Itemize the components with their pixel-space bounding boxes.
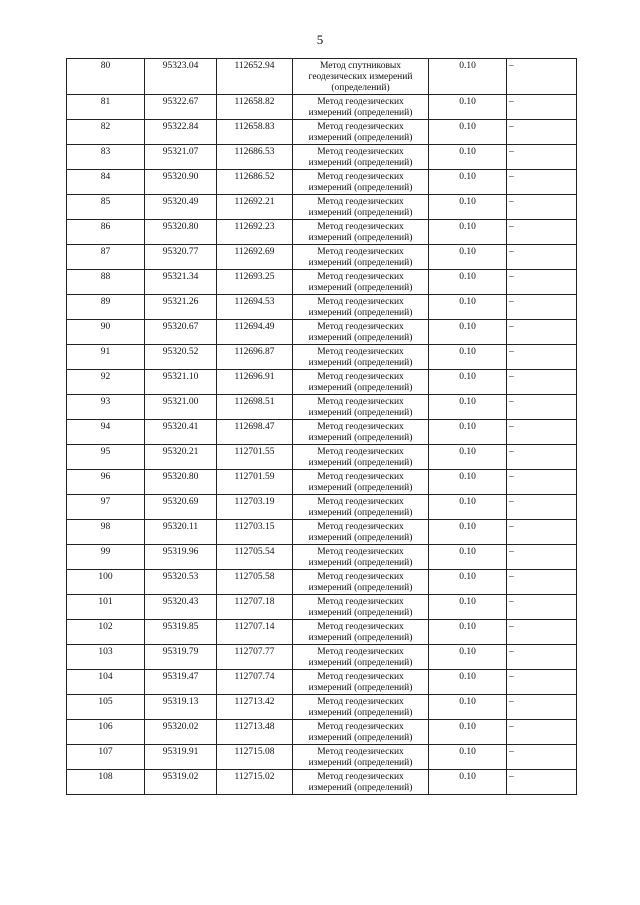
x-coordinate-cell: 95319.91	[145, 745, 217, 770]
accuracy-cell: 0.10	[429, 745, 507, 770]
method-cell: Метод геодезических измерений (определений)	[293, 295, 429, 320]
x-coordinate-cell: 95321.07	[145, 145, 217, 170]
point-number-cell: 82	[67, 120, 145, 145]
accuracy-cell: 0.10	[429, 120, 507, 145]
table-row	[67, 570, 577, 595]
x-coordinate-cell: 95321.00	[145, 395, 217, 420]
point-number-cell: 98	[67, 520, 145, 545]
point-number-cell: 108	[67, 770, 145, 795]
method-cell: Метод геодезических измерений (определений)	[293, 270, 429, 295]
method-cell: Метод геодезических измерений (определений)	[293, 570, 429, 595]
description-cell: –	[507, 195, 577, 220]
x-coordinate-cell: 95321.10	[145, 370, 217, 395]
table-row	[67, 745, 577, 770]
x-coordinate-cell: 95320.53	[145, 570, 217, 595]
method-cell: Метод спутниковых геодезических измерений (определений)	[293, 59, 429, 95]
table-row	[67, 720, 577, 745]
accuracy-cell: 0.10	[429, 145, 507, 170]
y-coordinate-cell: 112658.82	[217, 95, 293, 120]
point-number-cell: 83	[67, 145, 145, 170]
accuracy-cell: 0.10	[429, 345, 507, 370]
method-cell: Метод геодезических измерений (определений)	[293, 770, 429, 795]
y-coordinate-cell: 112705.58	[217, 570, 293, 595]
y-coordinate-cell: 112707.18	[217, 595, 293, 620]
x-coordinate-cell: 95320.43	[145, 595, 217, 620]
point-number-cell: 91	[67, 345, 145, 370]
description-cell: –	[507, 545, 577, 570]
y-coordinate-cell: 112696.87	[217, 345, 293, 370]
accuracy-cell: 0.10	[429, 195, 507, 220]
x-coordinate-cell: 95320.52	[145, 345, 217, 370]
accuracy-cell: 0.10	[429, 620, 507, 645]
x-coordinate-cell: 95320.49	[145, 195, 217, 220]
point-number-cell: 99	[67, 545, 145, 570]
x-coordinate-cell: 95323.04	[145, 59, 217, 95]
table-row	[67, 220, 577, 245]
description-cell: –	[507, 445, 577, 470]
method-cell: Метод геодезических измерений (определений)	[293, 95, 429, 120]
table-row	[67, 145, 577, 170]
table-row	[67, 320, 577, 345]
method-cell: Метод геодезических измерений (определений)	[293, 495, 429, 520]
accuracy-cell: 0.10	[429, 570, 507, 595]
x-coordinate-cell: 95320.77	[145, 245, 217, 270]
description-cell: –	[507, 120, 577, 145]
table-row	[67, 545, 577, 570]
method-cell: Метод геодезических измерений (определений)	[293, 545, 429, 570]
accuracy-cell: 0.10	[429, 670, 507, 695]
accuracy-cell: 0.10	[429, 395, 507, 420]
point-number-cell: 85	[67, 195, 145, 220]
method-cell: Метод геодезических измерений (определений)	[293, 670, 429, 695]
point-number-cell: 106	[67, 720, 145, 745]
y-coordinate-cell: 112652.94	[217, 59, 293, 95]
x-coordinate-cell: 95321.26	[145, 295, 217, 320]
table-row	[67, 395, 577, 420]
coordinates-table	[66, 58, 577, 795]
table-row	[67, 195, 577, 220]
y-coordinate-cell: 112692.69	[217, 245, 293, 270]
y-coordinate-cell: 112701.59	[217, 470, 293, 495]
table-row	[67, 495, 577, 520]
method-cell: Метод геодезических измерений (определений)	[293, 720, 429, 745]
description-cell: –	[507, 270, 577, 295]
description-cell: –	[507, 645, 577, 670]
y-coordinate-cell: 112715.02	[217, 770, 293, 795]
x-coordinate-cell: 95320.90	[145, 170, 217, 195]
method-cell: Метод геодезических измерений (определений)	[293, 195, 429, 220]
accuracy-cell: 0.10	[429, 270, 507, 295]
y-coordinate-cell: 112713.48	[217, 720, 293, 745]
description-cell: –	[507, 670, 577, 695]
description-cell: –	[507, 345, 577, 370]
accuracy-cell: 0.10	[429, 245, 507, 270]
method-cell: Метод геодезических измерений (определений)	[293, 395, 429, 420]
description-cell: –	[507, 570, 577, 595]
x-coordinate-cell: 95319.79	[145, 645, 217, 670]
method-cell: Метод геодезических измерений (определений)	[293, 745, 429, 770]
accuracy-cell: 0.10	[429, 320, 507, 345]
y-coordinate-cell: 112703.19	[217, 495, 293, 520]
coordinates-table-body	[67, 59, 577, 795]
table-row	[67, 170, 577, 195]
table-row	[67, 695, 577, 720]
accuracy-cell: 0.10	[429, 295, 507, 320]
y-coordinate-cell: 112686.53	[217, 145, 293, 170]
point-number-cell: 90	[67, 320, 145, 345]
description-cell: –	[507, 520, 577, 545]
y-coordinate-cell: 112713.42	[217, 695, 293, 720]
method-cell: Метод геодезических измерений (определений)	[293, 370, 429, 395]
y-coordinate-cell: 112696.91	[217, 370, 293, 395]
description-cell: –	[507, 595, 577, 620]
table-row	[67, 59, 577, 95]
point-number-cell: 97	[67, 495, 145, 520]
accuracy-cell: 0.10	[429, 545, 507, 570]
accuracy-cell: 0.10	[429, 470, 507, 495]
description-cell: –	[507, 95, 577, 120]
x-coordinate-cell: 95320.02	[145, 720, 217, 745]
method-cell: Метод геодезических измерений (определений)	[293, 695, 429, 720]
accuracy-cell: 0.10	[429, 495, 507, 520]
table-row	[67, 270, 577, 295]
point-number-cell: 94	[67, 420, 145, 445]
method-cell: Метод геодезических измерений (определений)	[293, 595, 429, 620]
accuracy-cell: 0.10	[429, 445, 507, 470]
method-cell: Метод геодезических измерений (определений)	[293, 520, 429, 545]
description-cell: –	[507, 695, 577, 720]
description-cell: –	[507, 470, 577, 495]
y-coordinate-cell: 112698.51	[217, 395, 293, 420]
accuracy-cell: 0.10	[429, 370, 507, 395]
y-coordinate-cell: 112703.15	[217, 520, 293, 545]
point-number-cell: 107	[67, 745, 145, 770]
x-coordinate-cell: 95319.96	[145, 545, 217, 570]
point-number-cell: 95	[67, 445, 145, 470]
accuracy-cell: 0.10	[429, 220, 507, 245]
x-coordinate-cell: 95320.41	[145, 420, 217, 445]
method-cell: Метод геодезических измерений (определений)	[293, 620, 429, 645]
method-cell: Метод геодезических измерений (определений)	[293, 220, 429, 245]
description-cell: –	[507, 245, 577, 270]
accuracy-cell: 0.10	[429, 695, 507, 720]
point-number-cell: 88	[67, 270, 145, 295]
accuracy-cell: 0.10	[429, 770, 507, 795]
description-cell: –	[507, 295, 577, 320]
accuracy-cell: 0.10	[429, 95, 507, 120]
y-coordinate-cell: 112698.47	[217, 420, 293, 445]
table-row	[67, 470, 577, 495]
table-row	[67, 645, 577, 670]
description-cell: –	[507, 420, 577, 445]
y-coordinate-cell: 112694.53	[217, 295, 293, 320]
y-coordinate-cell: 112693.25	[217, 270, 293, 295]
method-cell: Метод геодезических измерений (определений)	[293, 120, 429, 145]
y-coordinate-cell: 112686.52	[217, 170, 293, 195]
table-row	[67, 345, 577, 370]
point-number-cell: 92	[67, 370, 145, 395]
point-number-cell: 86	[67, 220, 145, 245]
point-number-cell: 105	[67, 695, 145, 720]
description-cell: –	[507, 495, 577, 520]
x-coordinate-cell: 95320.11	[145, 520, 217, 545]
x-coordinate-cell: 95320.80	[145, 470, 217, 495]
x-coordinate-cell: 95320.67	[145, 320, 217, 345]
accuracy-cell: 0.10	[429, 170, 507, 195]
point-number-cell: 104	[67, 670, 145, 695]
point-number-cell: 89	[67, 295, 145, 320]
description-cell: –	[507, 620, 577, 645]
description-cell: –	[507, 170, 577, 195]
accuracy-cell: 0.10	[429, 720, 507, 745]
description-cell: –	[507, 745, 577, 770]
point-number-cell: 103	[67, 645, 145, 670]
method-cell: Метод геодезических измерений (определений)	[293, 420, 429, 445]
accuracy-cell: 0.10	[429, 520, 507, 545]
accuracy-cell: 0.10	[429, 59, 507, 95]
y-coordinate-cell: 112658.83	[217, 120, 293, 145]
y-coordinate-cell: 112707.14	[217, 620, 293, 645]
description-cell: –	[507, 770, 577, 795]
table-row	[67, 420, 577, 445]
method-cell: Метод геодезических измерений (определений)	[293, 170, 429, 195]
table-row	[67, 295, 577, 320]
x-coordinate-cell: 95321.34	[145, 270, 217, 295]
y-coordinate-cell: 112701.55	[217, 445, 293, 470]
y-coordinate-cell: 112707.74	[217, 670, 293, 695]
y-coordinate-cell: 112692.21	[217, 195, 293, 220]
table-row	[67, 520, 577, 545]
x-coordinate-cell: 95322.84	[145, 120, 217, 145]
y-coordinate-cell: 112692.23	[217, 220, 293, 245]
table-row	[67, 445, 577, 470]
accuracy-cell: 0.10	[429, 645, 507, 670]
x-coordinate-cell: 95319.13	[145, 695, 217, 720]
y-coordinate-cell: 112715.08	[217, 745, 293, 770]
description-cell: –	[507, 370, 577, 395]
x-coordinate-cell: 95319.47	[145, 670, 217, 695]
point-number-cell: 93	[67, 395, 145, 420]
description-cell: –	[507, 145, 577, 170]
table-row	[67, 620, 577, 645]
method-cell: Метод геодезических измерений (определений)	[293, 245, 429, 270]
y-coordinate-cell: 112694.49	[217, 320, 293, 345]
page-number: 5	[316, 32, 324, 47]
point-number-cell: 80	[67, 59, 145, 95]
x-coordinate-cell: 95319.02	[145, 770, 217, 795]
method-cell: Метод геодезических измерений (определений)	[293, 345, 429, 370]
table-row	[67, 245, 577, 270]
method-cell: Метод геодезических измерений (определений)	[293, 645, 429, 670]
point-number-cell: 101	[67, 595, 145, 620]
point-number-cell: 84	[67, 170, 145, 195]
method-cell: Метод геодезических измерений (определений)	[293, 145, 429, 170]
point-number-cell: 100	[67, 570, 145, 595]
method-cell: Метод геодезических измерений (определений)	[293, 470, 429, 495]
point-number-cell: 102	[67, 620, 145, 645]
x-coordinate-cell: 95320.69	[145, 495, 217, 520]
accuracy-cell: 0.10	[429, 420, 507, 445]
method-cell: Метод геодезических измерений (определений)	[293, 320, 429, 345]
point-number-cell: 96	[67, 470, 145, 495]
point-number-cell: 87	[67, 245, 145, 270]
table-row	[67, 670, 577, 695]
point-number-cell: 81	[67, 95, 145, 120]
description-cell: –	[507, 320, 577, 345]
method-cell: Метод геодезических измерений (определений)	[293, 445, 429, 470]
x-coordinate-cell: 95320.80	[145, 220, 217, 245]
y-coordinate-cell: 112707.77	[217, 645, 293, 670]
description-cell: –	[507, 220, 577, 245]
description-cell: –	[507, 720, 577, 745]
table-row	[67, 770, 577, 795]
description-cell: –	[507, 395, 577, 420]
table-row	[67, 370, 577, 395]
table-row	[67, 95, 577, 120]
table-row	[67, 595, 577, 620]
x-coordinate-cell: 95320.21	[145, 445, 217, 470]
y-coordinate-cell: 112705.54	[217, 545, 293, 570]
x-coordinate-cell: 95322.67	[145, 95, 217, 120]
x-coordinate-cell: 95319.85	[145, 620, 217, 645]
table-row	[67, 120, 577, 145]
accuracy-cell: 0.10	[429, 595, 507, 620]
description-cell: –	[507, 59, 577, 95]
